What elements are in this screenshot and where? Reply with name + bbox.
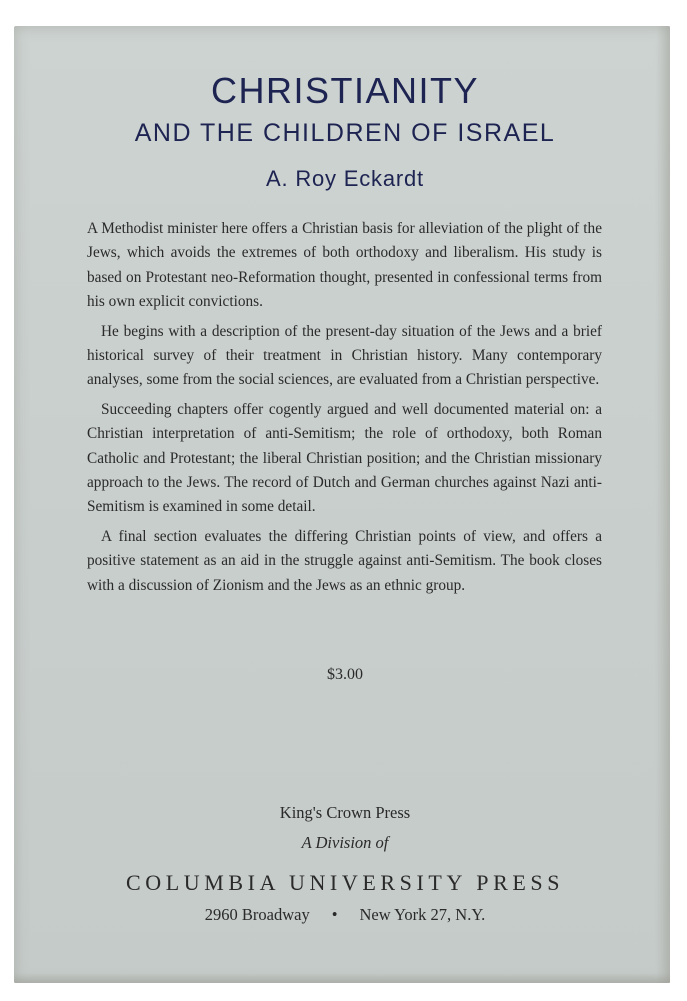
description-paragraph-4: A final section evaluates the differing Christian points of view, and offers a positive statement as an aid in the struggle against anti-Semitism. The book closes with a discussion of Zionism and the Jews as an ethnic group. bbox=[87, 527, 602, 594]
publisher-name: COLUMBIA UNIVERSITY PRESS bbox=[125, 870, 565, 895]
address-city: New York 27, N.Y. bbox=[359, 905, 486, 924]
division-label: A Division of bbox=[301, 833, 389, 852]
book-subtitle: AND THE CHILDREN OF ISRAEL bbox=[134, 119, 556, 147]
address-street: 2960 Broadway bbox=[204, 905, 310, 924]
book-title: CHRISTIANITY bbox=[210, 70, 479, 111]
description-paragraph-3: Succeeding chapters offer cogently argued and well documented material on: a Christian interpretation of anti-Semitism; the role of orthodoxy, both Roman Catholic and Protestant; the liberal Christian position; and the Christian missionary approach to the Jews. The record of Dutch and German churches against Nazi anti-Semitism is examined in some detail. bbox=[87, 400, 602, 516]
description-paragraph-2: He begins with a description of the present-day situation of the Jews and a brief historical survey of their treatment in Christian history. Many contemporary analyses, some from the social sciences, are evaluated from a Christian perspective. bbox=[87, 322, 602, 389]
description-paragraph-1: A Methodist minister here offers a Christian basis for alleviation of the plight of the Jews, which avoids the extremes of both orthodoxy and liberalism. His study is based on Protestant neo-Reformation thought, presented in confessional terms from his own explicit convictions. bbox=[87, 220, 602, 311]
book-author: A. Roy Eckardt bbox=[266, 166, 424, 191]
publisher-address bbox=[0, 905, 687, 925]
address-separator: • bbox=[331, 905, 338, 924]
book-description bbox=[87, 217, 602, 603]
imprint-name: King's Crown Press bbox=[279, 803, 411, 822]
book-price: $3.00 bbox=[327, 666, 363, 683]
